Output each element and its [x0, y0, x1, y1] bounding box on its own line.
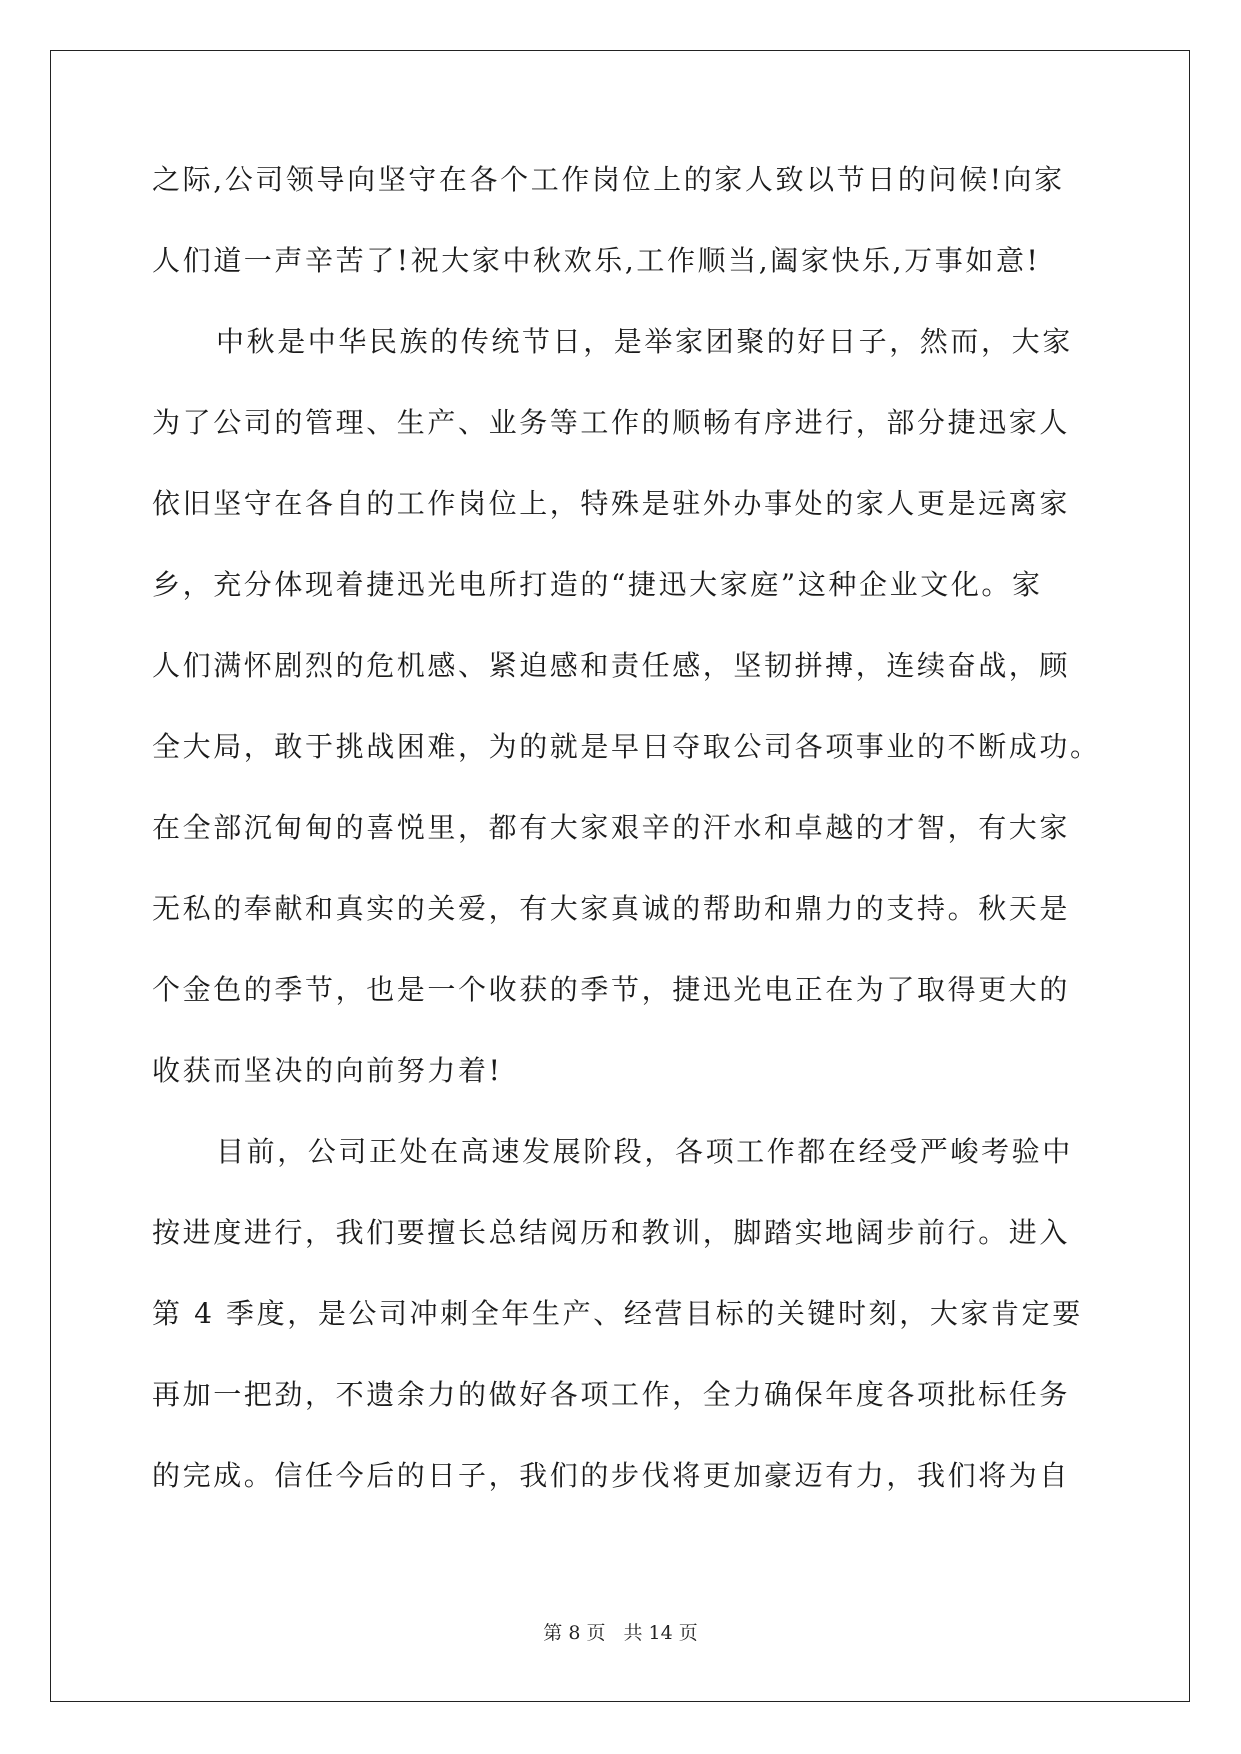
document-body — [152, 163, 1101, 1543]
text-line: 为了公司的管理、生产、业务等工作的顺畅有序进行，部分捷迅家人 — [152, 406, 1071, 439]
page-number: 第 8 页 — [543, 1622, 606, 1644]
text-line: 中秋是中华民族的传统节日，是举家团聚的好日子，然而，大家 — [216, 325, 1073, 358]
text-line: 全大局，敢于挑战困难，为的就是早日夺取公司各项事业的不断成功。 — [152, 730, 1101, 763]
text-line: 乡，充分体现着捷迅光电所打造的“捷迅大家庭”这种企业文化。家 — [152, 568, 1043, 601]
text-line: 之际,公司领导向坚守在各个工作岗位上的家人致以节日的问候!向家 — [152, 163, 1065, 196]
text-line: 无私的奉献和真实的关爱，有大家真诚的帮助和鼎力的支持。秋天是 — [152, 892, 1071, 925]
text-line: 目前，公司正处在高速发展阶段，各项工作都在经受严峻考验中 — [216, 1135, 1073, 1168]
page-total: 共 14 页 — [623, 1622, 698, 1644]
text-line: 第 4 季度，是公司冲刺全年生产、经营目标的关键时刻，大家肯定要 — [152, 1297, 1083, 1330]
text-line: 人们道一声辛苦了!祝大家中秋欢乐,工作顺当,阖家快乐,万事如意! — [152, 244, 1041, 277]
page-footer — [0, 1618, 1241, 1645]
text-line: 按进度进行，我们要擅长总结阅历和教训，脚踏实地阔步前行。进入 — [152, 1216, 1071, 1249]
text-line: 再加一把劲，不遗余力的做好各项工作，全力确保年度各项批标任务 — [152, 1378, 1071, 1411]
text-line: 个金色的季节，也是一个收获的季节，捷迅光电正在为了取得更大的 — [152, 973, 1071, 1006]
text-line: 收获而坚决的向前努力着! — [152, 1054, 503, 1087]
text-line: 在全部沉甸甸的喜悦里，都有大家艰辛的汗水和卓越的才智，有大家 — [152, 811, 1071, 844]
text-line: 的完成。信任今后的日子，我们的步伐将更加豪迈有力，我们将为自 — [152, 1459, 1071, 1492]
text-line: 人们满怀剧烈的危机感、紧迫感和责任感，坚韧拼搏，连续奋战，顾 — [152, 649, 1071, 682]
text-line: 依旧坚守在各自的工作岗位上，特殊是驻外办事处的家人更是远离家 — [152, 487, 1071, 520]
